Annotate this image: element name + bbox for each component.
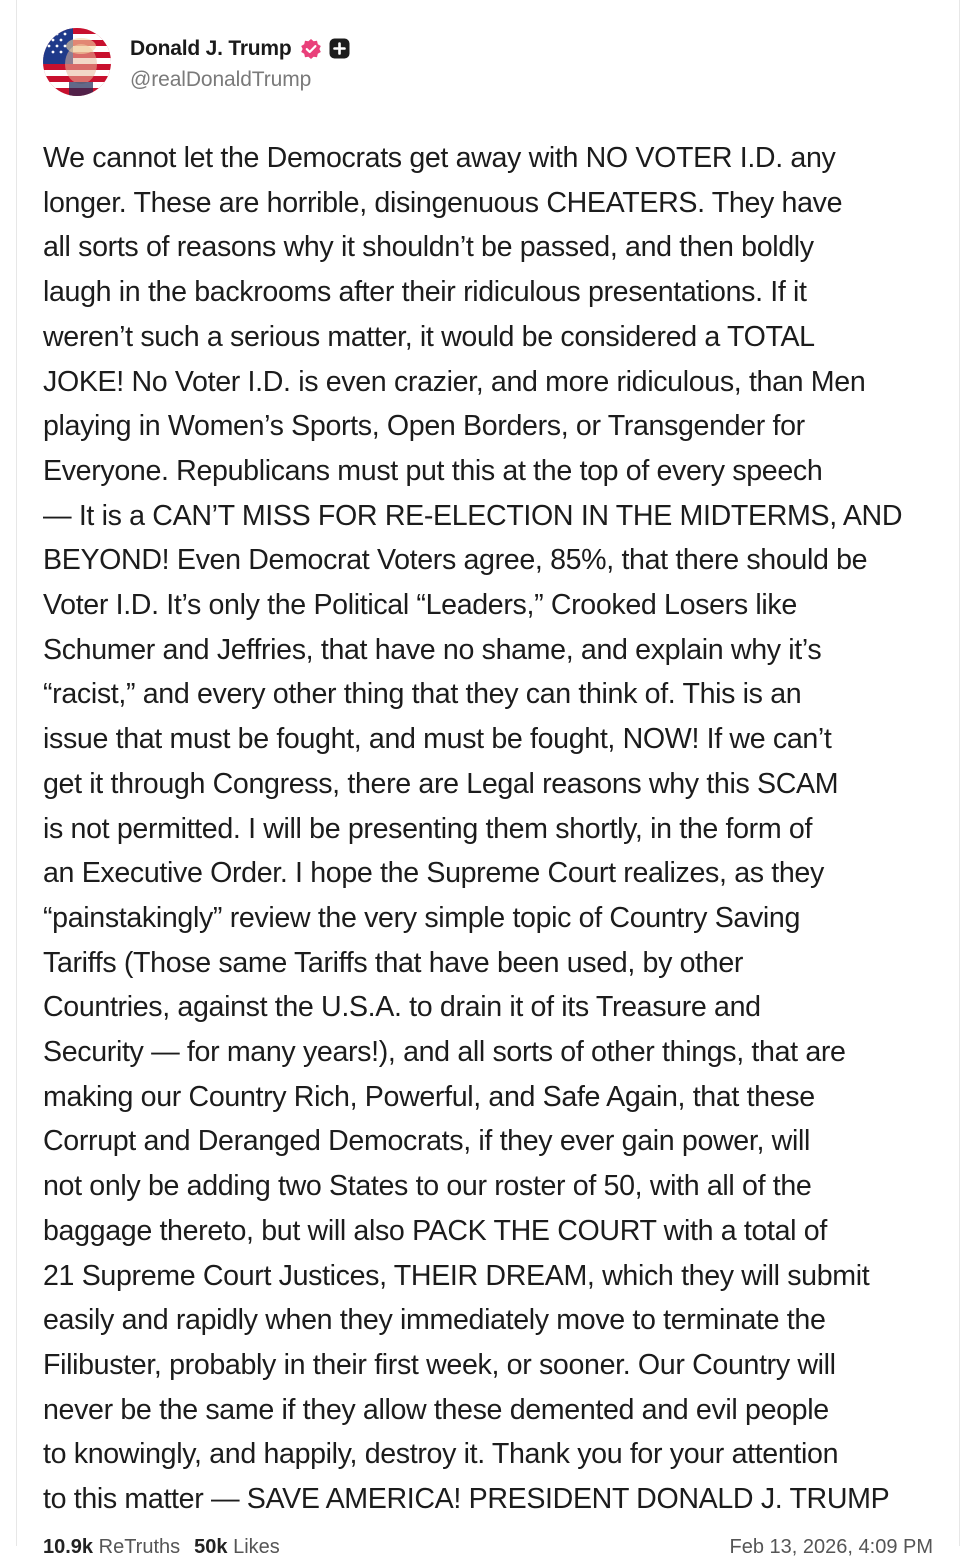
retruths-count: 10.9k bbox=[43, 1536, 94, 1558]
post-text-line: easily and rapidly when they immediately move to terminate the bbox=[43, 1304, 826, 1337]
post-header bbox=[43, 28, 350, 96]
post-text-line: longer. These are horrible, disingenuous CHEATERS. They have bbox=[43, 186, 843, 219]
post-text-line: issue that must be fought, and must be fought, NOW! If we can’t bbox=[43, 723, 832, 756]
post-text-line: to knowingly, and happily, destroy it. Thank you for your attention bbox=[43, 1438, 839, 1471]
post-text-line: all sorts of reasons why it shouldn’t be passed, and then boldly bbox=[43, 231, 814, 264]
post-text-line: “racist,” and every other thing that they can think of. This is an bbox=[43, 678, 802, 711]
author-display-name[interactable]: Donald J. Trump bbox=[130, 36, 292, 60]
post-text-line: is not permitted. I will be presenting them shortly, in the form of bbox=[43, 812, 813, 845]
post-body bbox=[43, 136, 943, 1522]
post-text-line: never be the same if they allow these demented and evil people bbox=[43, 1393, 829, 1426]
post-text-line: Everyone. Republicans must put this at the top of every speech bbox=[43, 454, 823, 487]
post-text-line: an Executive Order. I hope the Supreme Court realizes, as they bbox=[43, 857, 824, 890]
post-text-line: JOKE! No Voter I.D. is even crazier, and more ridiculous, than Men bbox=[43, 365, 866, 398]
post-text-line: Corrupt and Deranged Democrats, if they ever gain power, will bbox=[43, 1125, 810, 1158]
post-text-line: laugh in the backrooms after their ridiculous presentations. If it bbox=[43, 276, 807, 309]
post-text-line: Countries, against the U.S.A. to drain it of its Treasure and bbox=[43, 991, 761, 1024]
post-text-line: not only be adding two States to our roster of 50, with all of the bbox=[43, 1170, 812, 1203]
post-text-line: to this matter — SAVE AMERICA! PRESIDENT DONALD J. TRUMP bbox=[43, 1483, 890, 1516]
retruths-label: ReTruths bbox=[98, 1536, 181, 1558]
post-stats bbox=[43, 1536, 280, 1560]
author-avatar[interactable] bbox=[43, 28, 111, 96]
author-names bbox=[130, 33, 350, 92]
post-text-line: weren’t such a serious matter, it would be considered a TOTAL bbox=[43, 320, 815, 353]
post-text-line: Security — for many years!), and all sorts of other things, that are bbox=[43, 1036, 846, 1069]
post-text-line: Tariffs (Those same Tariffs that have been used, by other bbox=[43, 946, 744, 979]
post-text-line: playing in Women’s Sports, Open Borders, or Transgender for bbox=[43, 410, 805, 443]
verified-badge-icon bbox=[300, 38, 322, 60]
post-footer bbox=[43, 1536, 933, 1560]
post-text-line: making our Country Rich, Powerful, and Safe Again, that these bbox=[43, 1080, 815, 1113]
name-row bbox=[130, 33, 350, 65]
likes-stat[interactable] bbox=[194, 1536, 280, 1560]
likes-label: Likes bbox=[233, 1536, 280, 1558]
retruths-stat[interactable] bbox=[43, 1536, 180, 1560]
post-text-line: “painstakingly” review the very simple topic of Country Saving bbox=[43, 901, 801, 934]
likes-count: 50k bbox=[194, 1536, 228, 1558]
post-text-line: Filibuster, probably in their first week, or sooner. Our Country will bbox=[43, 1348, 836, 1381]
post-text-line: — It is a CAN’T MISS FOR RE-ELECTION IN THE MIDTERMS, AND bbox=[43, 499, 903, 532]
post-text-line: Schumer and Jeffries, that have no shame, and explain why it’s bbox=[43, 633, 822, 666]
post-text-line: baggage thereto, but will also PACK THE COURT with a total of bbox=[43, 1214, 827, 1247]
post-text-line: get it through Congress, there are Legal reasons why this SCAM bbox=[43, 767, 839, 800]
post-timestamp[interactable]: Feb 13, 2026, 4:09 PM bbox=[729, 1536, 933, 1558]
author-handle[interactable]: @realDonaldTrump bbox=[130, 67, 312, 91]
post-text-line: Voter I.D. It’s only the Political “Leaders,” Crooked Losers like bbox=[43, 589, 797, 622]
post-card bbox=[16, 0, 960, 1558]
flag-portrait-avatar-icon bbox=[43, 28, 111, 96]
post-text-line: BEYOND! Even Democrat Voters agree, 85%, that there should be bbox=[43, 544, 868, 577]
plus-badge-icon bbox=[329, 38, 350, 59]
post-text-line: We cannot let the Democrats get away with NO VOTER I.D. any bbox=[43, 142, 836, 174]
post-text-line: 21 Supreme Court Justices, THEIR DREAM, which they will submit bbox=[43, 1259, 870, 1292]
